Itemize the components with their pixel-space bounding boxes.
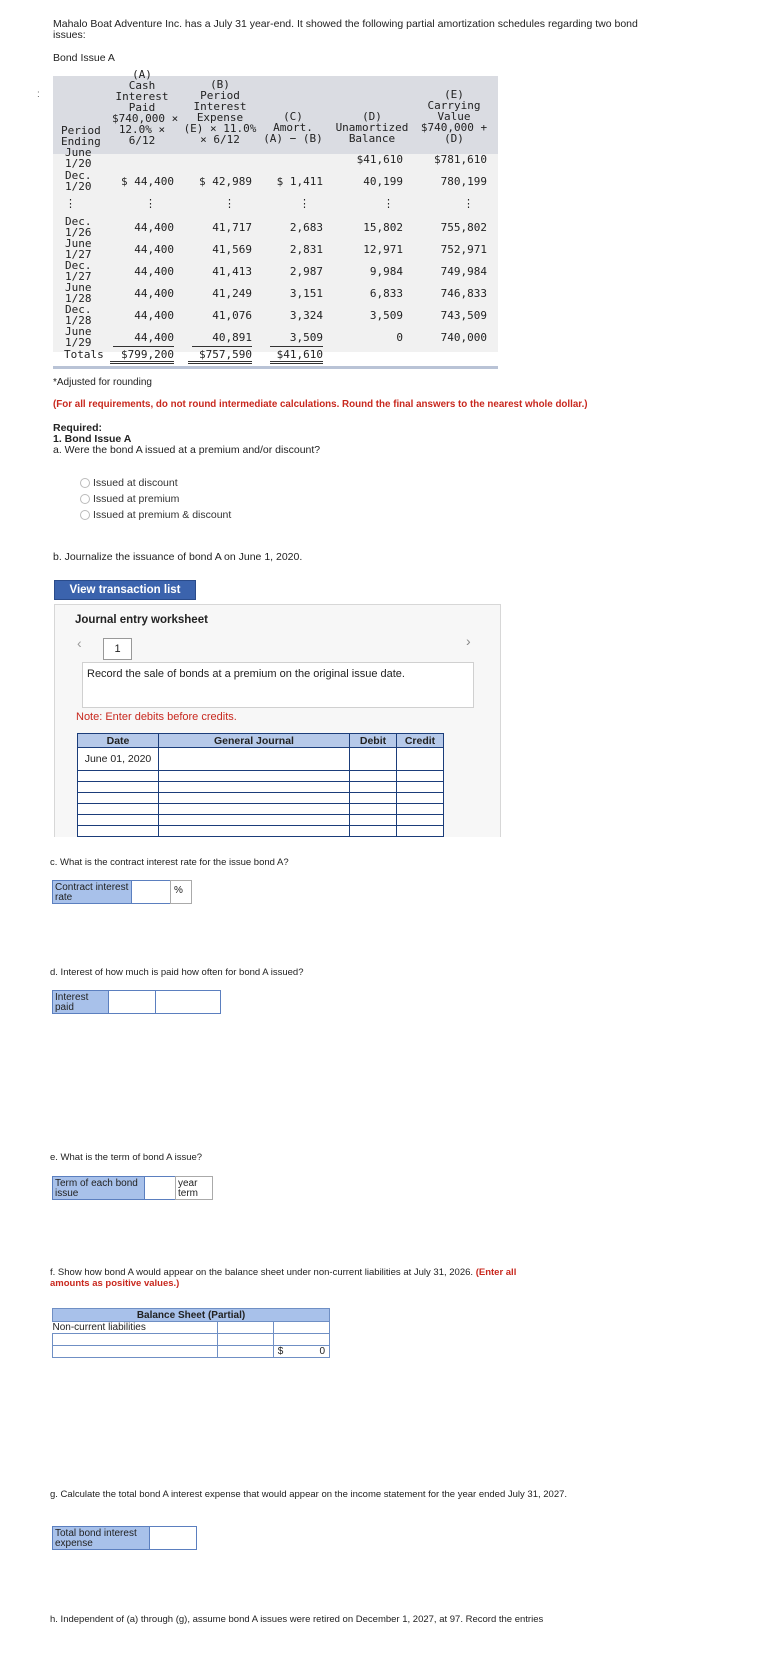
cell-c: 2,683 — [289, 221, 323, 234]
table-row — [78, 826, 444, 837]
date-cell: June 01, 2020 — [78, 748, 159, 771]
journal-input[interactable] — [159, 748, 350, 771]
col-debit-header: Debit — [350, 734, 397, 748]
option-label: Issued at premium — [93, 493, 180, 505]
cell-e: 740,000 — [440, 331, 487, 344]
row-period: June 1/29 — [65, 325, 92, 349]
note-debits-credits: Note: Enter debits before credits. — [76, 711, 237, 723]
bond-issue-label: Bond Issue A — [53, 52, 115, 64]
credit-input[interactable] — [397, 815, 444, 826]
cell-b: 41,717 — [212, 221, 252, 234]
cell-e: $781,610 — [434, 153, 487, 166]
radio-issued-premium-discount[interactable] — [80, 509, 231, 521]
required-label: Required: — [53, 422, 103, 434]
question-e: e. What is the term of bond A issue? — [50, 1152, 203, 1163]
row-period: June 1/27 — [65, 237, 92, 261]
row-period: Dec. 1/28 — [65, 303, 92, 327]
cell-c: 3,151 — [289, 287, 323, 300]
chevron-left-icon[interactable]: ‹ — [77, 635, 82, 651]
question-g: g. Calculate the total bond A interest expense that would appear on the income statement for the year ended July 31, 2027. — [50, 1489, 568, 1500]
ellipsis: ⋮ — [224, 197, 235, 210]
table-bottom-rule — [53, 366, 498, 369]
cell-c: 3,509 — [289, 331, 323, 344]
total-a: $799,200 — [110, 348, 174, 364]
contract-rate-input[interactable] — [131, 880, 171, 904]
cell-b: 41,076 — [212, 309, 252, 322]
total-interest-label: Total bond interest expense — [52, 1526, 150, 1550]
cell-d: 15,802 — [363, 221, 403, 234]
radio-circle-icon[interactable] — [80, 510, 90, 520]
cell-e: 749,984 — [440, 265, 487, 278]
header-col-b: (B) Period Interest Expense (E) × 11.0% × 6/12 — [183, 78, 257, 146]
cell-e: 752,971 — [440, 243, 487, 256]
question-h: h. Independent of (a) through (g), assume bond A issues were retired on December 1, 2027, at 97. Record the entries — [50, 1614, 544, 1625]
debit-input[interactable] — [350, 815, 397, 826]
cell-a: 44,400 — [134, 287, 174, 300]
bs-total-value: 0 — [319, 1346, 325, 1357]
bs-input[interactable] — [273, 1322, 329, 1334]
header-col-a: (A) Cash Interest Paid $740,000 12.0% × 6/12 — [112, 68, 169, 147]
ellipsis: ⋮ — [145, 197, 156, 210]
cell-a: 44,400 — [134, 221, 174, 234]
prompt-text: Record the sale of bonds at a premium on the original issue date. — [87, 668, 405, 680]
date-cell — [78, 771, 159, 782]
interest-paid-label: Interest paid — [52, 990, 109, 1014]
cell-b: 40,891 — [212, 331, 252, 344]
credit-input[interactable] — [397, 771, 444, 782]
question-f-text: f. Show how bond A would appear on the balance sheet under non-current liabilities at July 31, 2026. — [50, 1267, 474, 1278]
date-cell — [78, 782, 159, 793]
table-row — [78, 815, 444, 826]
cell-b: 41,413 — [212, 265, 252, 278]
table-row — [78, 771, 444, 782]
footnote: *Adjusted for rounding — [53, 377, 152, 388]
cell-d: 3,509 — [369, 309, 403, 322]
credit-input[interactable] — [397, 804, 444, 815]
cell-c: 2,987 — [289, 265, 323, 278]
question-f — [50, 1267, 550, 1289]
debit-input[interactable] — [350, 793, 397, 804]
question-b: b. Journalize the issuance of bond A on June 1, 2020. — [53, 551, 303, 563]
intro-text: Mahalo Boat Adventure Inc. has a July 31 year-end. It showed the following partial amortization schedules regarding two bond issues: — [53, 18, 638, 41]
view-transaction-list-button[interactable]: View transaction list — [54, 580, 196, 600]
balance-sheet-table — [52, 1308, 330, 1358]
bs-input[interactable] — [53, 1334, 218, 1346]
ellipsis: ⋮ — [299, 197, 310, 210]
total-c: $41,610 — [270, 348, 323, 364]
row-period: Dec. 1/27 — [65, 259, 92, 283]
worksheet-tab-1[interactable]: 1 — [103, 638, 132, 660]
rule — [113, 346, 174, 347]
cell-d: 9,984 — [369, 265, 403, 278]
question-c: c. What is the contract interest rate for the issue bond A? — [50, 857, 289, 868]
debit-input[interactable] — [350, 771, 397, 782]
radio-circle-icon[interactable] — [80, 494, 90, 504]
bs-input[interactable] — [217, 1322, 273, 1334]
header-col-c: (C) Amort. (A) − (B) — [263, 110, 323, 145]
row-period: Dec. 1/20 — [65, 169, 92, 193]
table-row — [53, 1346, 330, 1358]
bs-title: Balance Sheet (Partial) — [53, 1309, 330, 1322]
journal-input[interactable] — [159, 804, 350, 815]
table-row — [53, 1334, 330, 1346]
contract-rate-label: Contract interest rate — [52, 880, 132, 904]
row-period: Dec. 1/26 — [65, 215, 92, 239]
cell-e: 755,802 — [440, 221, 487, 234]
ellipsis: ⋮ — [383, 197, 394, 210]
bs-input[interactable] — [53, 1346, 218, 1358]
debit-input[interactable] — [350, 826, 397, 837]
rule — [192, 346, 252, 347]
term-label: Term of each bond issue — [52, 1176, 145, 1200]
cell-d: 40,199 — [363, 175, 403, 188]
date-cell — [78, 826, 159, 837]
cell-e: 743,509 — [440, 309, 487, 322]
credit-input[interactable] — [397, 748, 444, 771]
credit-input[interactable] — [397, 793, 444, 804]
worksheet-title: Journal entry worksheet — [75, 614, 208, 626]
option-label: Issued at discount — [93, 477, 178, 489]
question-f-note: (Enter all amounts as positive values.) — [50, 1267, 517, 1289]
req1-label: 1. Bond Issue A — [53, 433, 132, 445]
debit-input[interactable] — [350, 748, 397, 771]
side-mark: : — [37, 89, 40, 100]
percent-sign: % — [170, 880, 192, 904]
header-col-d: (D) Unamortized Balance — [335, 110, 409, 145]
journal-input[interactable] — [159, 815, 350, 826]
bs-row-label: Non-current liabilities — [52, 1322, 146, 1333]
cell-c: $ 1,411 — [276, 175, 323, 188]
table-row — [78, 804, 444, 815]
chevron-right-icon[interactable]: › — [466, 633, 471, 649]
journal-input[interactable] — [159, 771, 350, 782]
cell-a: 44,400 — [134, 243, 174, 256]
bs-input[interactable] — [273, 1334, 329, 1346]
radio-circle-icon[interactable] — [80, 478, 90, 488]
bs-input[interactable] — [217, 1346, 273, 1358]
date-cell — [78, 793, 159, 804]
cell-d: 6,833 — [369, 287, 403, 300]
credit-input[interactable] — [397, 782, 444, 793]
journal-input[interactable] — [159, 826, 350, 837]
date-cell — [78, 804, 159, 815]
cell-d: 0 — [396, 331, 403, 344]
cell-b: 41,569 — [212, 243, 252, 256]
debit-input[interactable] — [350, 804, 397, 815]
col-journal-header: General Journal — [159, 734, 350, 748]
date-cell — [78, 815, 159, 826]
question-a: a. Were the bond A issued at a premium and/or discount? — [53, 444, 321, 456]
table-row — [78, 782, 444, 793]
bs-input[interactable] — [217, 1334, 273, 1346]
journal-input[interactable] — [159, 793, 350, 804]
term-input[interactable] — [144, 1176, 176, 1200]
total-interest-input[interactable] — [149, 1526, 197, 1550]
col-date-header: Date — [78, 734, 159, 748]
cell-a: 44,400 — [134, 265, 174, 278]
cell-a: $ 44,400 — [121, 175, 174, 188]
col-credit-header: Credit — [397, 734, 444, 748]
cell-e: 780,199 — [440, 175, 487, 188]
bs-dollar: $ — [277, 1346, 284, 1357]
rule — [270, 346, 323, 347]
worksheet-prompt — [82, 662, 474, 708]
question-d: d. Interest of how much is paid how often for bond A issued? — [50, 967, 304, 978]
ellipsis: ⋮ — [463, 197, 474, 210]
journal-table — [77, 733, 444, 837]
debit-input[interactable] — [350, 782, 397, 793]
cell-a: 44,400 — [134, 309, 174, 322]
table-row — [78, 793, 444, 804]
bs-total-cell — [273, 1346, 329, 1358]
cell-d: $41,610 — [356, 153, 403, 166]
year-term-text: year term — [175, 1176, 213, 1200]
cell-e: 746,833 — [440, 287, 487, 300]
interest-amount-input[interactable] — [108, 990, 156, 1014]
cell-c: 2,831 — [289, 243, 323, 256]
cell-b: 41,249 — [212, 287, 252, 300]
journal-input[interactable] — [159, 782, 350, 793]
interest-frequency-input[interactable] — [155, 990, 221, 1014]
radio-issued-premium[interactable] — [80, 493, 179, 505]
table-row — [78, 748, 444, 771]
total-b: $757,590 — [188, 348, 252, 364]
row-period: June 1/20 — [65, 146, 92, 170]
rounding-note: (For all requirements, do not round intermediate calculations. Round the final answers to the nearest whole dollar.) — [53, 399, 588, 410]
cell-c: 3,324 — [289, 309, 323, 322]
totals-label: Totals — [64, 348, 104, 361]
row-period: June 1/28 — [65, 281, 92, 305]
cell-d: 12,971 — [363, 243, 403, 256]
cell-b: $ 42,989 — [199, 175, 252, 188]
table-row — [53, 1322, 330, 1334]
header-period: Period Ending — [61, 124, 101, 148]
header-col-e: (E) Carrying Value $740,000 + (D) — [420, 88, 488, 145]
cell-a: 44,400 — [134, 331, 174, 344]
ellipsis: ⋮ — [65, 197, 76, 210]
radio-issued-discount[interactable] — [80, 477, 178, 489]
option-label: Issued at premium & discount — [93, 509, 232, 521]
credit-input[interactable] — [397, 826, 444, 837]
